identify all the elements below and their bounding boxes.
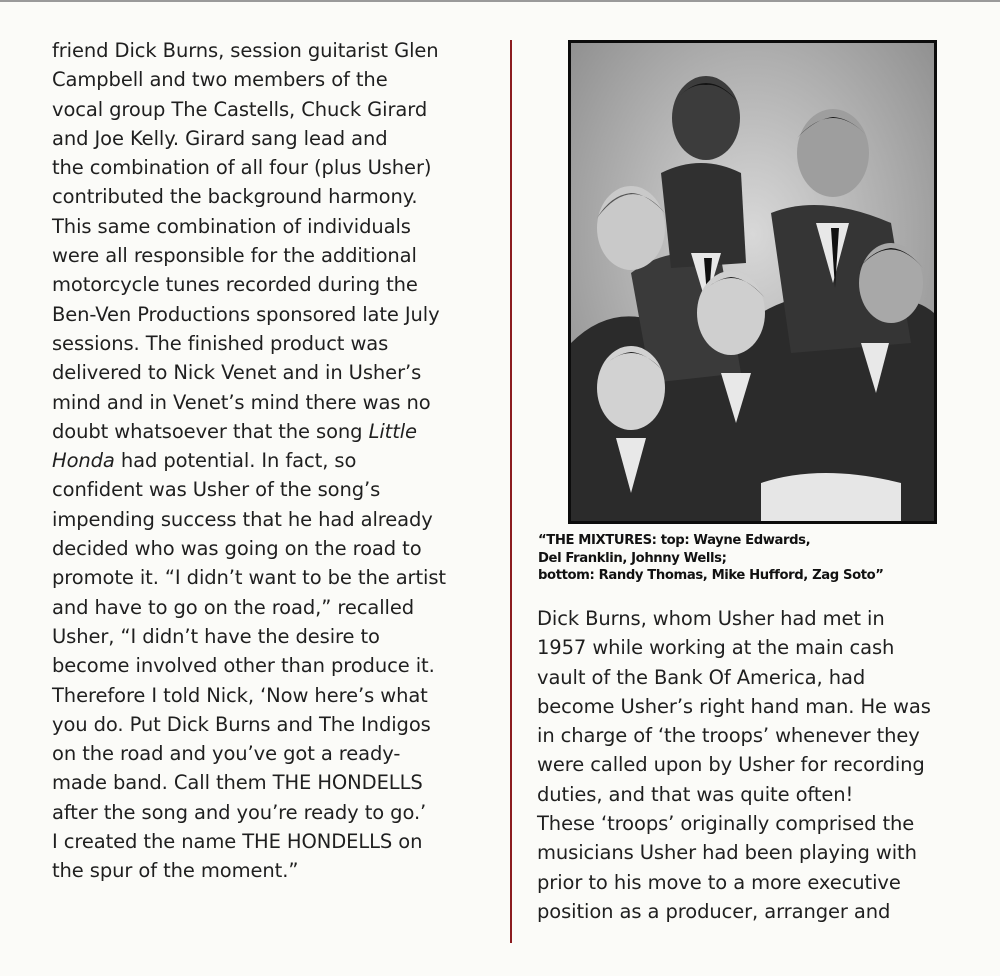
text-line: contributed the background harmony.: [52, 185, 418, 209]
text-line: made band. Call them THE HONDELLS: [52, 771, 423, 795]
text-line: musicians Usher had been playing with: [537, 841, 917, 865]
text-line: confident was Usher of the song’s: [52, 478, 381, 502]
song-title-italic: Little: [368, 419, 417, 443]
text-line: mind and in Venet’s mind there was no: [52, 390, 431, 414]
text-line: impending success that he had already: [52, 507, 433, 531]
text-line: position as a producer, arranger and: [537, 899, 891, 923]
band-photo-illustration: [571, 43, 934, 521]
photo-caption: [538, 532, 958, 585]
text-line: vocal group The Castells, Chuck Girard: [52, 97, 428, 121]
text-line: the spur of the moment.”: [52, 859, 299, 883]
text-run: had potential. In fact, so: [114, 449, 357, 473]
text-line: after the song and you’re ready to go.’: [52, 800, 427, 824]
text-line: sessions. The finished product was: [52, 331, 389, 355]
text-line: on the road and you’ve got a ready-: [52, 742, 401, 766]
right-column: [537, 604, 977, 926]
text-line: and have to go on the road,” recalled: [52, 595, 415, 619]
text-line: were all responsible for the additional: [52, 244, 417, 268]
text-line: Ben-Ven Productions sponsored late July: [52, 302, 440, 326]
text-line: decided who was going on the road to: [52, 537, 422, 561]
text-run: doubt whatsoever that the song: [52, 419, 369, 443]
text-line: 1957 while working at the main cash: [537, 636, 895, 660]
text-line: become involved other than produce it.: [52, 654, 435, 678]
text-line: [52, 446, 482, 475]
left-column: [52, 36, 482, 886]
caption-line: bottom: Randy Thomas, Mike Hufford, Zag Soto”: [538, 568, 884, 583]
caption-line: Del Franklin, Johnny Wells;: [538, 550, 727, 566]
text-line: These ‘troops’ originally comprised the: [537, 812, 915, 836]
text-line: This same combination of individuals: [52, 214, 411, 238]
text-line: in charge of ‘the troops’ whenever they: [537, 724, 920, 748]
text-line: I created the name THE HONDELLS on: [52, 830, 423, 854]
caption-line: “THE MIXTURES: top: Wayne Edwards,: [538, 533, 811, 548]
top-rule: [0, 0, 1000, 2]
text-line: and Joe Kelly. Girard sang lead and: [52, 126, 388, 150]
text-line: delivered to Nick Venet and in Usher’s: [52, 361, 422, 385]
text-line: vault of the Bank Of America, had: [537, 665, 866, 689]
text-line: the combination of all four (plus Usher): [52, 156, 432, 180]
text-line: Therefore I told Nick, ‘Now here’s what: [52, 683, 428, 707]
text-line: duties, and that was quite often!: [537, 782, 854, 806]
text-line: prior to his move to a more executive: [537, 870, 901, 894]
text-line: friend Dick Burns, session guitarist Glen: [52, 39, 439, 62]
text-line: Usher, “I didn’t have the desire to: [52, 624, 380, 648]
text-line: Dick Burns, whom Usher had met in: [537, 607, 885, 630]
text-line: Campbell and two members of the: [52, 68, 388, 92]
song-title-italic: Honda: [52, 449, 115, 473]
text-line: promote it. “I didn’t want to be the artist: [52, 566, 446, 590]
text-line: [52, 417, 482, 446]
text-line: become Usher’s right hand man. He was: [537, 694, 931, 718]
text-line: motorcycle tunes recorded during the: [52, 273, 418, 297]
column-divider: [510, 40, 512, 943]
text-line: were called upon by Usher for recording: [537, 753, 925, 777]
text-line: you do. Put Dick Burns and The Indigos: [52, 712, 431, 736]
band-photo: [568, 40, 937, 524]
